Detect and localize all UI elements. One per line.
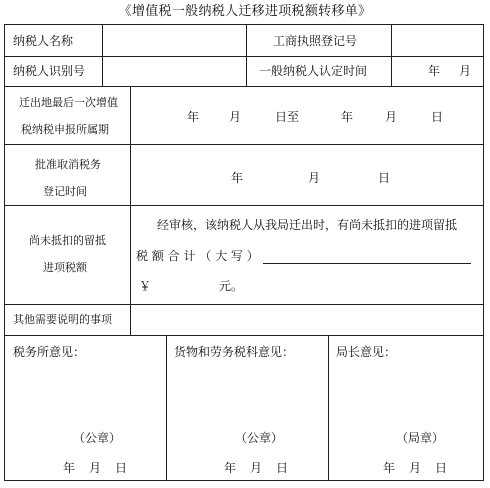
cancel-registration-label-line2: 登记时间 <box>43 185 87 198</box>
tax-office-seal: （公章） <box>73 431 122 445</box>
row-divider <box>5 144 483 145</box>
row-divider <box>5 335 483 336</box>
col-divider <box>246 25 247 86</box>
period-end-year-unit: 年 <box>341 110 354 124</box>
retained-credit-label-line2: 进项税额 <box>43 261 87 274</box>
tax-office-year: 年 <box>63 461 76 475</box>
director-year: 年 <box>383 461 396 475</box>
tax-office-day: 日 <box>115 461 128 475</box>
transfer-form <box>4 24 484 481</box>
amount-unit: 元。 <box>219 279 244 293</box>
director-month: 月 <box>409 461 422 475</box>
cancel-day-unit: 日 <box>378 171 391 185</box>
director-opinion-label: 局长意见： <box>336 345 397 359</box>
director-day: 日 <box>435 461 448 475</box>
currency-symbol: ￥ <box>139 279 152 293</box>
goods-services-seal: （公章） <box>235 431 284 445</box>
taxpayer-id-field[interactable] <box>102 57 246 85</box>
taxpayer-name-label: 纳税人名称 <box>13 34 74 48</box>
last-declaration-label-line1: 迁出地最后一次增值 <box>19 96 118 109</box>
total-amount-caps-label: 税 额 合 计 （ 大 写 ） <box>136 249 259 263</box>
period-day-to: 日至 <box>275 110 300 124</box>
taxpayer-id-label: 纳税人识别号 <box>13 64 86 78</box>
form-title: 《增值税一般纳税人迁移进项税额转移单》 <box>118 4 372 19</box>
row-divider <box>5 86 483 87</box>
date-month-unit: 月 <box>459 64 472 78</box>
period-year-unit: 年 <box>187 110 200 124</box>
retained-credit-label-line1: 尚未抵扣的留抵 <box>29 234 106 247</box>
director-seal: （局章） <box>396 431 445 445</box>
tax-office-month: 月 <box>89 461 102 475</box>
taxpayer-name-field[interactable] <box>102 26 246 55</box>
other-matters-field[interactable] <box>131 305 483 334</box>
period-end-month-unit: 月 <box>385 110 398 124</box>
date-year-unit: 年 <box>428 64 441 78</box>
period-month-unit: 月 <box>229 110 242 124</box>
cancel-month-unit: 月 <box>308 171 321 185</box>
row-divider <box>5 205 483 206</box>
goods-services-year: 年 <box>224 461 237 475</box>
cancel-registration-label-line1: 批准取消税务 <box>35 158 101 171</box>
goods-services-month: 月 <box>250 461 263 475</box>
registration-number-field[interactable] <box>392 26 482 55</box>
registration-number-label: 工商执照登记号 <box>273 34 358 48</box>
col-divider <box>328 335 329 481</box>
period-end-day-unit: 日 <box>431 110 444 124</box>
review-statement: 经审核，该纳税人从我局迁出时，有尚未抵扣的进项留抵 <box>157 218 458 232</box>
tax-office-opinion-label: 税务所意见： <box>13 345 86 359</box>
cancel-year-unit: 年 <box>231 171 244 185</box>
goods-services-opinion-label: 货物和劳务税科意见： <box>174 345 295 359</box>
col-divider <box>130 86 131 335</box>
col-divider <box>166 335 167 481</box>
general-taxpayer-date-label: 一般纳税人认定时间 <box>259 64 368 78</box>
goods-services-day: 日 <box>276 461 289 475</box>
other-matters-label: 其他需要说明的事项 <box>13 313 112 326</box>
last-declaration-label-line2: 税纳税申报所属期 <box>21 123 109 136</box>
amount-caps-underline[interactable] <box>263 263 471 264</box>
